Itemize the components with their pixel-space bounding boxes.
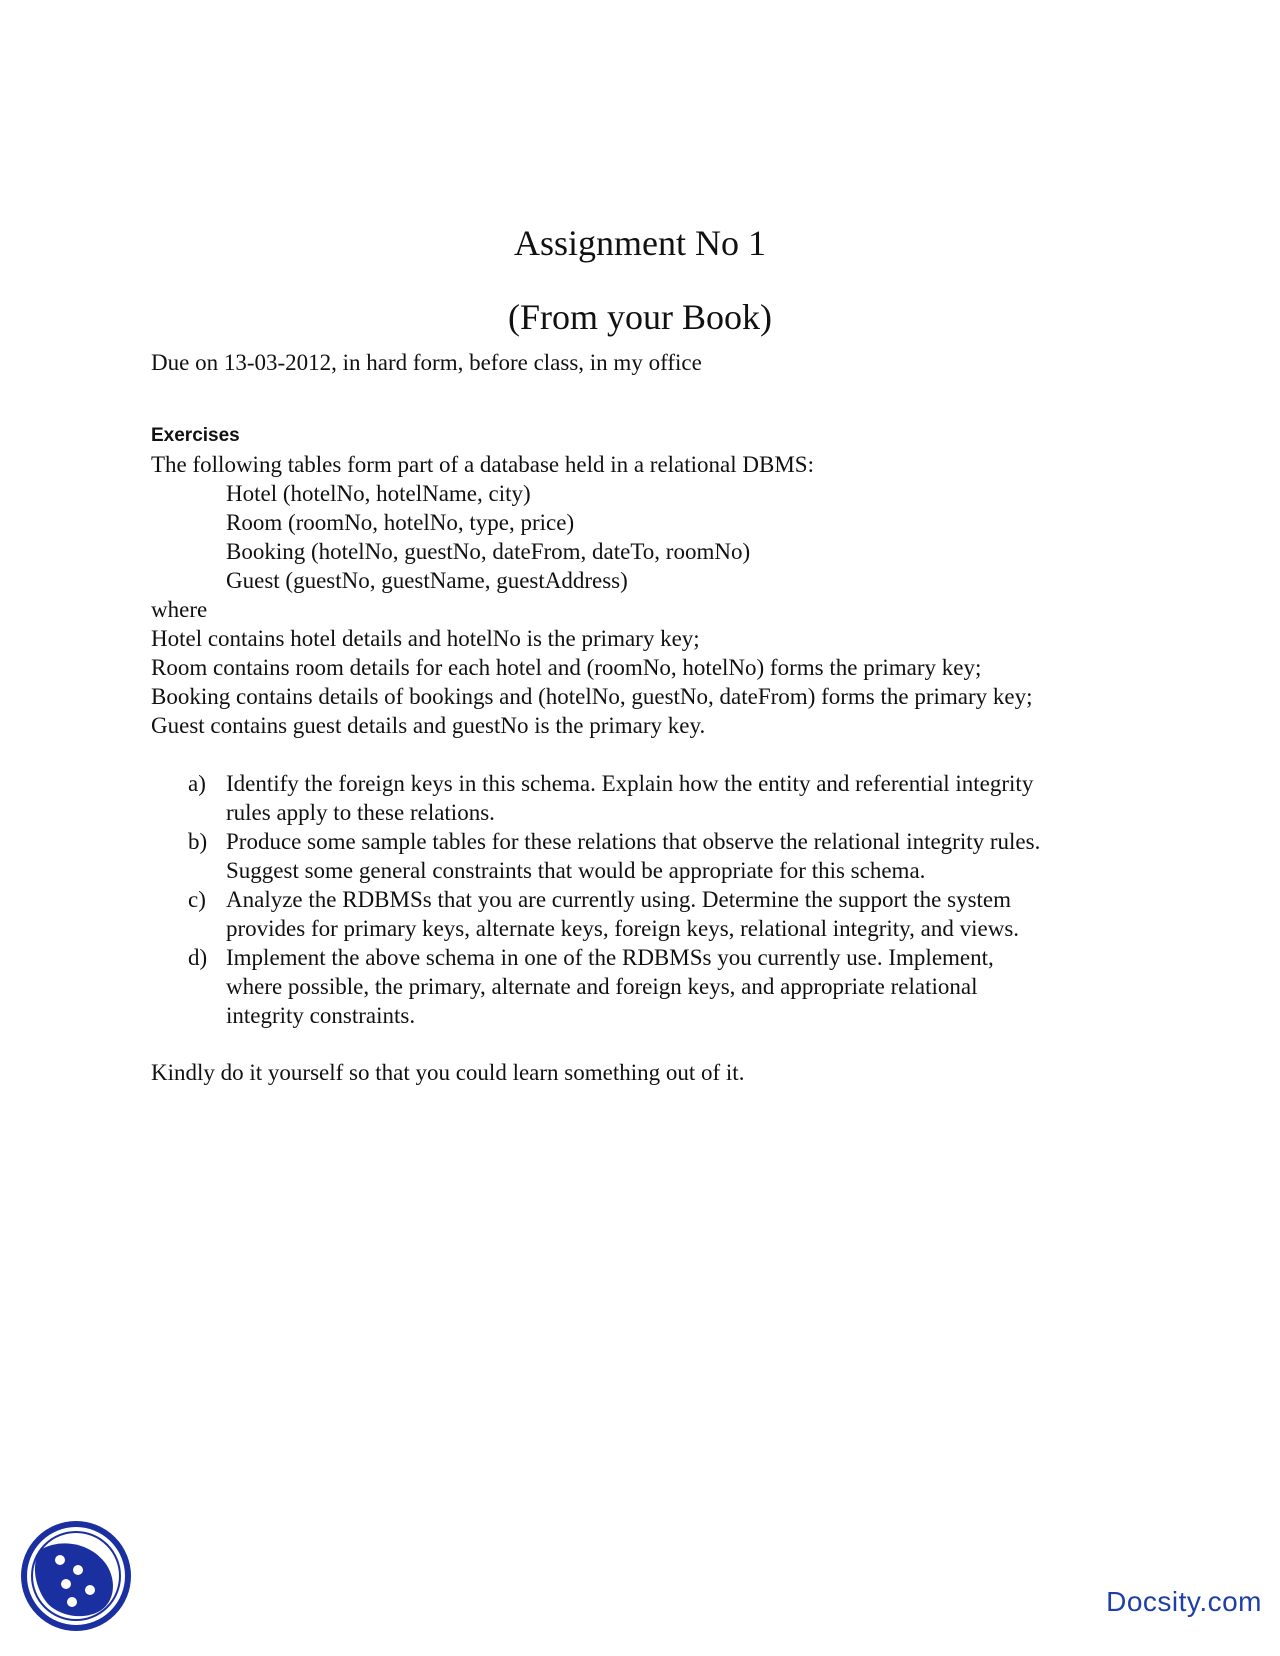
description-hotel: Hotel contains hotel details and hotelNo is the primary key; xyxy=(151,626,700,651)
description-booking: Booking contains details of bookings and (hotelNo, guestNo, dateFrom) forms the primary key; xyxy=(151,684,1033,709)
question-d-line-2: where possible, the primary, alternate and foreign keys, and appropriate relational xyxy=(226,974,978,999)
table-definition-guest: Guest (guestNo, guestName, guestAddress) xyxy=(226,568,628,593)
due-date-line: Due on 13-03-2012, in hard form, before class, in my office xyxy=(151,350,702,375)
description-room: Room contains room details for each hotel and (roomNo, hotelNo) forms the primary key; xyxy=(151,655,982,680)
closing-note: Kindly do it yourself so that you could learn something out of it. xyxy=(151,1060,745,1085)
question-b-line-1: Produce some sample tables for these relations that observe the relational integrity rules. xyxy=(226,829,1041,854)
exercises-heading: Exercises xyxy=(151,425,240,446)
question-d-line-3: integrity constraints. xyxy=(226,1003,416,1028)
question-c-letter: c) xyxy=(188,887,206,912)
table-definition-room: Room (roomNo, hotelNo, type, price) xyxy=(226,510,575,535)
docsity-logo-icon xyxy=(20,1520,132,1632)
question-a-line-2: rules apply to these relations. xyxy=(226,800,495,825)
question-d-letter: d) xyxy=(188,945,208,970)
question-b-line-2: Suggest some general constraints that would be appropriate for this schema. xyxy=(226,858,926,883)
table-definition-booking: Booking (hotelNo, guestNo, dateFrom, dateTo, roomNo) xyxy=(226,539,751,564)
where-label: where xyxy=(151,597,208,622)
question-a-letter: a) xyxy=(188,771,206,796)
exercises-intro: The following tables form part of a database held in a relational DBMS: xyxy=(151,452,814,477)
question-b-letter: b) xyxy=(188,829,208,854)
page-subtitle: (From your Book) xyxy=(508,297,772,337)
docsity-brand-link[interactable]: Docsity.com xyxy=(1106,1586,1262,1617)
question-d-line-1: Implement the above schema in one of the RDBMSs you currently use. Implement, xyxy=(226,945,994,970)
question-c-line-1: Analyze the RDBMSs that you are currently using. Determine the support the system xyxy=(226,887,1012,912)
page-title: Assignment No 1 xyxy=(514,223,766,263)
question-c-line-2: provides for primary keys, alternate keys, foreign keys, relational integrity, and views. xyxy=(226,916,1020,941)
description-guest: Guest contains guest details and guestNo is the primary key. xyxy=(151,713,706,738)
question-a-line-1: Identify the foreign keys in this schema. Explain how the entity and referential integrity xyxy=(226,771,1034,796)
table-definition-hotel: Hotel (hotelNo, hotelName, city) xyxy=(226,481,531,506)
